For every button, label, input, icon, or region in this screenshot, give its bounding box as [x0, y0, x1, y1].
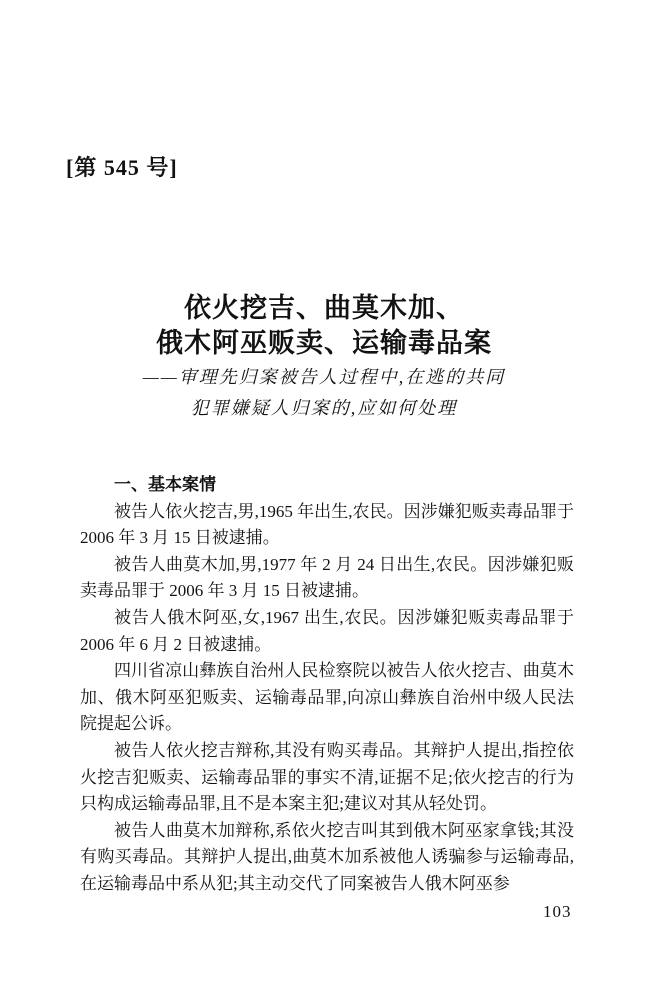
section-heading-basic-facts: 一、基本案情 — [114, 475, 216, 494]
body-paragraph: 被告人曲莫木加辩称,系依火挖吉叫其到俄木阿巫家拿钱;其没有购买毒品。其辩护人提出,曲莫木加系被他人诱骗参与运输毒品,在运输毒品中系从犯;其主动交代了同案被告人俄木阿巫参 — [80, 820, 574, 893]
body-paragraph: 被告人依火挖吉辩称,其没有购买毒品。其辩护人提出,指控依火挖吉犯贩卖、运输毒品罪的事实不清,证据不足;依火挖吉的行为只构成运输毒品罪,且不是本案主犯;建议对其从轻处罚。 — [80, 740, 574, 814]
body-paragraph: 被告人依火挖吉,男,1965 年出生,农民。因涉嫌犯贩卖毒品罪于 2006 年 3 月 15 日被逮捕。 — [80, 501, 574, 548]
case-title — [0, 291, 648, 361]
case-title-line-2: 俄木阿巫贩卖、运输毒品案 — [156, 328, 492, 358]
case-subtitle-line-1: ——审理先归案被告人过程中,在逃的共同 — [142, 367, 506, 387]
case-body-text — [80, 472, 574, 898]
case-facts-paragraphs — [80, 499, 574, 898]
body-paragraph: 被告人曲莫木加,男,1977 年 2 月 24 日出生,农民。因涉嫌犯贩卖毒品罪于 2006 年 3 月 15 日被逮捕。 — [80, 554, 574, 601]
case-subtitle — [0, 362, 648, 424]
body-paragraph: 被告人俄木阿巫,女,1967 出生,农民。因涉嫌犯贩卖毒品罪于 2006 年 6 月 2 日被逮捕。 — [80, 607, 574, 654]
page-number: 103 — [543, 902, 572, 921]
case-number: [第 545 号] — [66, 155, 178, 180]
case-title-line-1: 依火挖吉、曲莫木加、 — [184, 293, 464, 323]
case-subtitle-line-2: 犯罪嫌疑人归案的,应如何处理 — [190, 398, 458, 418]
body-paragraph: 四川省凉山彝族自治州人民检察院以被告人依火挖吉、曲莫木加、俄木阿巫犯贩卖、运输毒品罪,向凉山彝族自治州中级人民法院提起公诉。 — [80, 661, 574, 734]
